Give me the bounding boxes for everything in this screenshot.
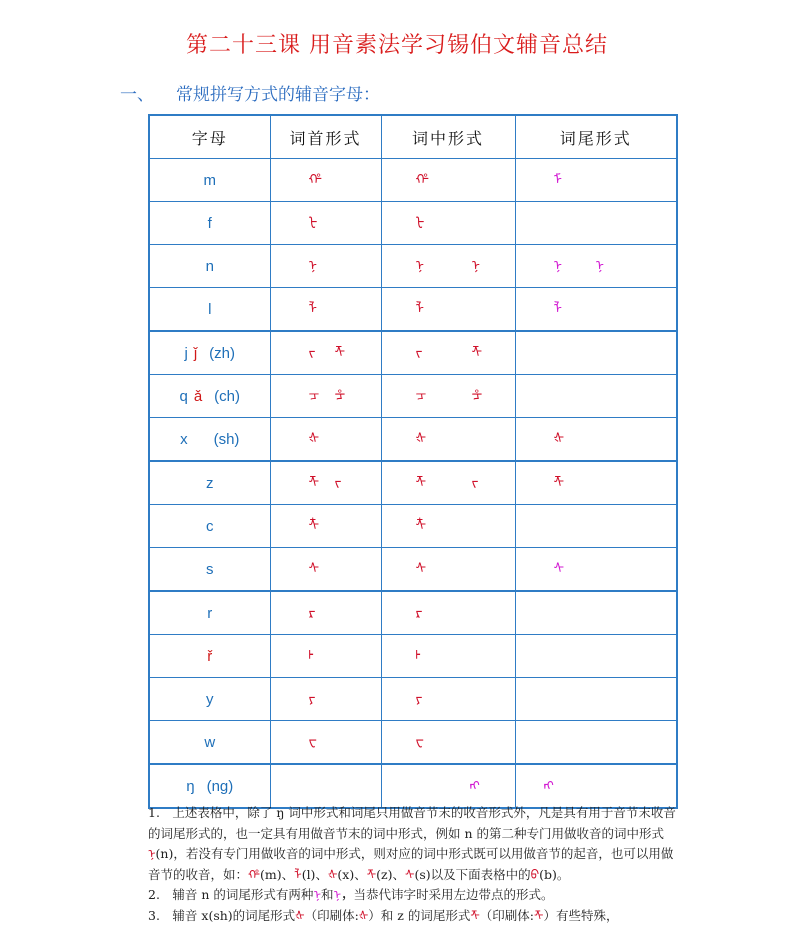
header-medial: 词中形式 [381,115,515,159]
z-glyph-icon: ᡯ [366,866,377,882]
letter-latin: z [206,474,214,492]
initial-glyph-icon: ᠴ [308,388,320,404]
table-row [149,548,677,592]
letter-latin: c [206,517,214,535]
medial-glyph-icon: ᡯ [471,345,483,361]
initial-glyph-icon: ᡰ [308,648,314,664]
z-final-glyph-icon: ᡯ [470,907,480,923]
letter-latin: x [180,430,188,448]
table-row [149,678,677,721]
letter-cell [149,159,270,202]
letter-cell [149,288,270,332]
initial-form-cell [270,245,381,288]
final-form-cell [515,159,677,202]
n-final-dotted-glyph-icon: ᠨ [333,887,342,902]
letter-latin: m [203,171,216,189]
final-form-cell [515,245,677,288]
initial-glyph-icon: ᠨ [308,258,317,274]
letter-variant: ǎ [193,387,203,405]
initial-form-cell [270,375,381,418]
x-glyph-icon: ᡧ [327,866,338,882]
initial-glyph-icon: ᡧ [308,431,320,447]
medial-glyph-icon: ᡧ [415,431,427,447]
medial-glyph-icon: ᠶ [415,691,423,707]
initial-glyph-icon: ᠶ [308,691,316,707]
note-3-text: 3. 辅音 x(sh)的词尾形式 [148,907,296,923]
medial-form-cell [381,245,515,288]
letter-cell [149,418,270,462]
note-3-text-e: ）有些特殊， [543,907,619,923]
initial-glyph-icon: ᡯ [308,475,320,491]
header-letter: 字母 [149,115,270,159]
table-row [149,764,677,808]
final-form-cell [515,764,677,808]
note-1-text-g: (s)以及下面表格中的 [414,866,531,882]
initial-glyph-icon: ᠵ [308,345,316,361]
medial-glyph-icon: ᠨ [415,258,424,274]
initial-glyph-icon: ᡱ [334,388,346,404]
letter-latin: f [207,214,212,232]
letter-latin: q [179,387,188,405]
note-2-text-c: ，当恭代讳字时采用左边带点的形式。 [341,887,554,902]
initial-glyph-icon: ᡮ [308,518,320,534]
initial-glyph-icon: ᠵ [334,475,342,491]
initial-form-cell [270,678,381,721]
medial-form-cell [381,331,515,375]
x-print-glyph-icon: ᡧ [358,907,369,923]
note-1-text-f: (z)、 [376,866,406,882]
medial-form-cell [381,635,515,678]
letter-latin: l [208,300,212,318]
medial-glyph-icon: ᠰ [415,561,427,577]
note-1-text-e: (x)、 [337,866,367,882]
letter-cell [149,635,270,678]
medial-glyph-icon: ᠷ [415,605,423,621]
s-glyph-icon: ᠰ [405,866,415,882]
medial-form-cell [381,764,515,808]
section-title: 常规拼写方式的辅音字母： [176,85,380,105]
medial-form-cell [381,678,515,721]
medial-glyph-icon: ᠸ [415,734,424,750]
table-row [149,461,677,505]
letter-variant: ř [207,647,213,665]
l-glyph-icon: ᠯ [294,866,302,882]
initial-form-cell [270,202,381,245]
table-row [149,375,677,418]
medial-form-cell [381,505,515,548]
note-3 [120,906,680,927]
final-form-cell [515,202,677,245]
note-3-text-d: （印刷体: [479,907,535,923]
final-glyph-icon: ᠮ [553,172,562,188]
note-1 [120,803,680,885]
initial-form-cell [270,721,381,765]
medial-form-cell [381,288,515,332]
initial-glyph-icon: ᡯ [334,345,346,361]
letter-cell [149,505,270,548]
medial-form-cell [381,548,515,592]
letter-latin: w [204,733,216,751]
medial-glyph-icon: ᡶ [415,215,425,231]
letter-latin: n [205,257,214,275]
letter-variant: ǰ [193,344,198,362]
medial-glyph-icon: ᡢ [469,778,480,794]
medial-glyph-icon: ᠵ [415,345,423,361]
table-header-row [149,115,677,159]
table-row [149,202,677,245]
medial-glyph-icon: ᡯ [415,475,427,491]
table-row [149,245,677,288]
note-3-text-c: ）和 z 的词尾形式 [368,907,471,923]
initial-form-cell [270,764,381,808]
initial-form-cell [270,331,381,375]
medial-form-cell [381,375,515,418]
letter-pinyin: (zh) [209,344,236,362]
final-form-cell [515,548,677,592]
initial-form-cell [270,159,381,202]
table-row [149,159,677,202]
letter-cell [149,591,270,635]
final-form-cell [515,721,677,765]
letter-latin: ŋ [186,777,195,795]
table-row [149,331,677,375]
letter-latin: s [206,560,214,578]
notes [120,803,680,926]
note-2-text-b: 和 [320,887,334,902]
initial-glyph-icon: ᠸ [308,734,317,750]
initial-form-cell [270,548,381,592]
letter-cell [149,721,270,765]
final-glyph-icon: ᠨ [595,258,604,274]
final-form-cell [515,505,677,548]
final-glyph-icon: ᠰ [553,561,565,577]
letter-cell [149,764,270,808]
letter-pinyin: (ch) [214,387,241,405]
medial-form-cell [381,591,515,635]
final-form-cell [515,331,677,375]
initial-glyph-icon: ᠷ [308,605,316,621]
note-3-text-b: （印刷体: [304,907,359,923]
n-medial-glyph-icon: ᠨ [148,846,156,861]
medial-glyph-icon: ᠯ [415,301,424,317]
letter-latin: r [207,604,213,622]
final-glyph-icon: ᡢ [543,778,554,794]
letter-cell [149,202,270,245]
medial-glyph-icon: ᠴ [415,388,427,404]
z-print-glyph-icon: ᡯ [534,907,544,923]
note-1-text-d: (l)、 [301,866,328,882]
x-final-glyph-icon: ᡧ [295,907,305,923]
medial-glyph-icon: ᡰ [415,648,421,664]
initial-form-cell [270,461,381,505]
letter-cell [149,678,270,721]
initial-form-cell [270,418,381,462]
m-glyph-icon: ᡥ [248,866,261,882]
initial-glyph-icon: ᡶ [308,215,318,231]
initial-form-cell [270,505,381,548]
letter-pinyin: (sh) [213,430,240,448]
letter-cell [149,461,270,505]
medial-glyph-icon: ᠵ [471,475,479,491]
letter-cell [149,548,270,592]
final-form-cell [515,591,677,635]
table-row [149,288,677,332]
letter-cell [149,331,270,375]
page-title: 第二十三课 用音素法学习锡伯文辅音总结 [186,33,608,58]
note-2-text: 2. 辅音 n 的词尾形式有两种 [148,887,314,902]
medial-glyph-icon: ᡱ [471,388,483,404]
table-row [149,591,677,635]
letter-cell [149,245,270,288]
final-form-cell [515,635,677,678]
note-2 [120,885,680,906]
b-glyph-icon: ᠪ [530,866,540,882]
initial-form-cell [270,591,381,635]
medial-form-cell [381,461,515,505]
header-final: 词尾形式 [515,115,677,159]
note-1-text-b: (n)，若没有专门用做收音的词中形式，则对应的词中形式既可以用做音节的起音，也可以用做音节的收音，如： [148,846,674,882]
table-row [149,635,677,678]
note-1-text: 1. 上述表格中，除了 ŋ 词中形式和词尾只用做音节末的收音形式外，凡是具有用于音节末收音的词尾形式的，也一定具有用做音节末的词中形式，例如 n 的第二种专门用做收音的词中形式 [148,805,676,841]
letter-cell [149,375,270,418]
final-glyph-icon: ᠯ [553,301,562,317]
letter-pinyin: (ng) [206,777,234,795]
medial-glyph-icon: ᠨ [471,258,480,274]
medial-glyph-icon: ᡮ [415,518,427,534]
final-form-cell [515,375,677,418]
section-number: 一、 [120,85,154,105]
medial-glyph-icon: ᡥ [415,172,429,188]
table-row [149,418,677,462]
letter-latin: y [206,690,214,708]
n-final-glyph-icon: ᠨ [313,887,321,902]
final-glyph-icon: ᡧ [553,431,565,447]
letter-latin: j [184,344,188,362]
final-glyph-icon: ᠨ [553,258,562,274]
section-heading [120,80,380,105]
initial-glyph-icon: ᡥ [308,172,322,188]
final-glyph-icon: ᡯ [553,475,565,491]
final-form-cell [515,461,677,505]
medial-form-cell [381,721,515,765]
final-form-cell [515,678,677,721]
initial-glyph-icon: ᠰ [308,561,320,577]
initial-glyph-icon: ᠯ [308,301,317,317]
medial-form-cell [381,418,515,462]
initial-form-cell [270,288,381,332]
table-row [149,721,677,765]
medial-form-cell [381,159,515,202]
initial-form-cell [270,635,381,678]
final-form-cell [515,418,677,462]
header-initial: 词首形式 [270,115,381,159]
final-form-cell [515,288,677,332]
consonant-table [148,114,678,809]
medial-form-cell [381,202,515,245]
table-row [149,505,677,548]
note-1-text-h: (b)。 [539,866,570,882]
note-1-text-c: (m)、 [260,866,295,882]
